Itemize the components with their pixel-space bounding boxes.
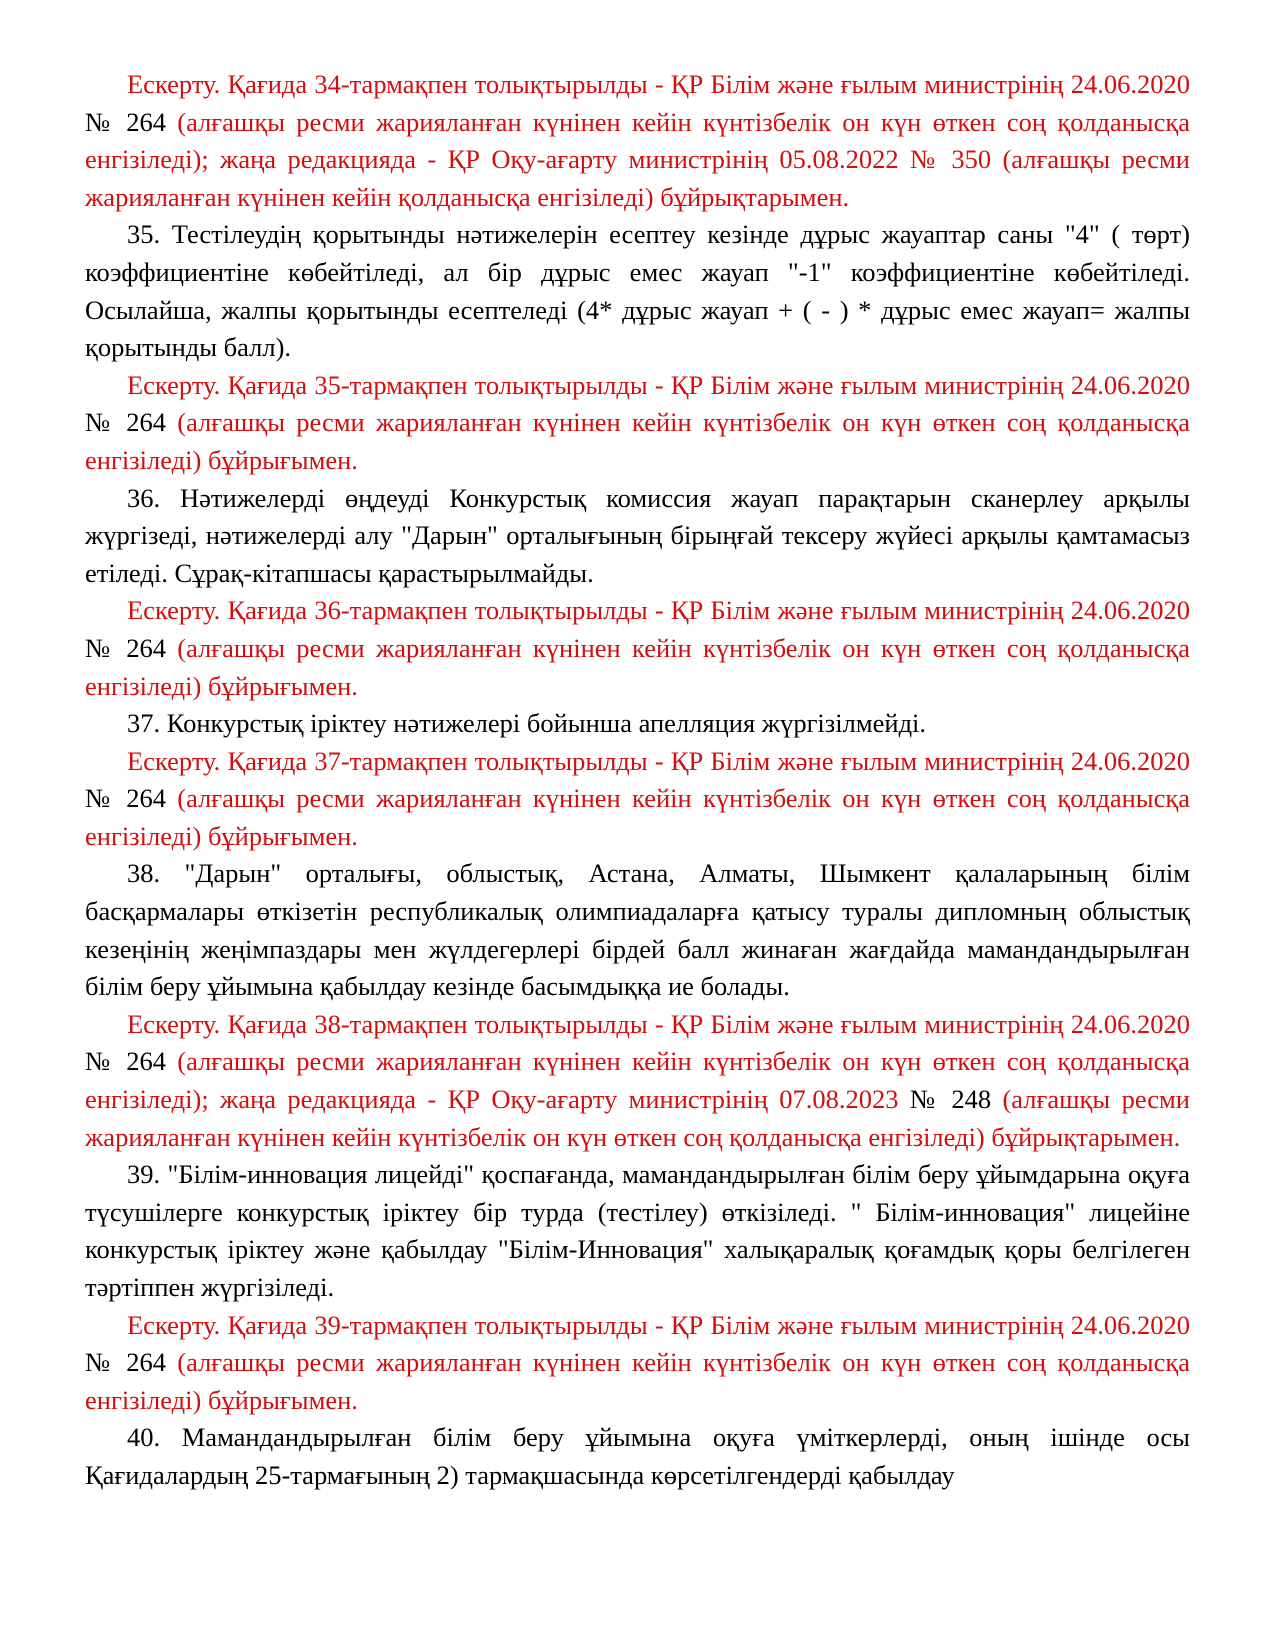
note-35 — [85, 367, 1190, 480]
clause-35 — [85, 216, 1190, 366]
note-36-run-0: Ескерту. Қағида 36-тармақпен толықтырылды - ҚР Білім және ғылым министрінің 24.06.2020 — [127, 595, 1190, 626]
note-37-run-0: Ескерту. Қағида 37-тармақпен толықтырылды - ҚР Білім және ғылым министрінің 24.06.2020 — [127, 745, 1190, 776]
document-body — [85, 66, 1190, 1495]
clause-39-run-0: 39. "Білім-инновация лицейді" қоспағанда, мамандандырылған білім беру ұйымдарына оқуға түсушілерге конкурстық іріктеу бір турда (тестілеу) өткізіледі. " Білім-инновация" лицейіне конкурстық іріктеу және қабылдау "Білім-Инновация" халықаралық қоғамдық қоры белгілеген тәртіппен жүргізіледі. — [85, 1159, 1190, 1302]
note-39-run-2: (алғашқы ресми жарияланған күнінен кейін күнтізбелік он күн өткен соң қолданысқа енгізіледі) бұйрығымен. — [85, 1347, 1190, 1415]
note-39 — [85, 1307, 1190, 1420]
note-39-run-0: Ескерту. Қағида 39-тармақпен толықтырылды - ҚР Білім және ғылым министрінің 24.06.2020 — [127, 1309, 1190, 1340]
note-37-run-1: № 264 — [85, 783, 166, 814]
note-38-run-2: (алғашқы ресми жарияланған күнінен кейін күнтізбелік он күн өткен соң қолданысқа енгізіледі); жаңа редакцияда - ҚР Оқу-ағарту министрінің 07.08.2023 — [85, 1046, 1190, 1115]
note-34-run-2: (алғашқы ресми жарияланған күнінен кейін күнтізбелік он күн өткен соң қолданысқа енгізіледі); жаңа редакцияда - ҚР Оқу-ағарту министрінің 05.08.2022 № 350 (алғашқы ресми жарияланған күнінен кейін қолданысқа енгізіледі) бұйрықтарымен. — [85, 106, 1190, 212]
clause-37-run-0: 37. Конкурстық іріктеу нәтижелері бойынша апелляция жүргізілмейді. — [127, 708, 927, 739]
clause-36-run-0: 36. Нәтижелерді өңдеуді Конкурстық комиссия жауап парақтарын сканерлеу арқылы жүргізеді, нәтижелерді алу "Дарын" орталығының бірыңғай тексеру жүйесі арқылы қамтамасыз етіледі. Сұрақ-кітапшасы қарастырылмайды. — [85, 482, 1190, 588]
note-34-run-0: Ескерту. Қағида 34-тармақпен толықтырылды - ҚР Білім және ғылым министрінің 24.06.2020 — [127, 69, 1190, 99]
clause-40 — [85, 1419, 1190, 1494]
note-38-run-1: № 264 — [85, 1046, 166, 1077]
note-35-run-1: № 264 — [85, 407, 166, 438]
clause-36 — [85, 480, 1190, 593]
note-38 — [85, 1006, 1190, 1156]
note-34 — [85, 66, 1190, 216]
note-37 — [85, 743, 1190, 856]
note-34-run-1: № 264 — [85, 106, 166, 137]
clause-38-run-0: 38. "Дарын" орталығы, облыстық, Астана, Алматы, Шымкент қалаларының білім басқармалары өткізетін республикалық олимпиадаларға қатысу туралы дипломның облыстық кезеңінің жеңімпаздары мен жүлдегерлері бірдей балл жинаған жағдайда мамандандырылған білім беру ұйымына қабылдау кезінде басымдыққа ие болады. — [85, 858, 1190, 1002]
note-36-run-1: № 264 — [85, 632, 166, 663]
clause-39 — [85, 1156, 1190, 1306]
note-35-run-0: Ескерту. Қағида 35-тармақпен толықтырылды - ҚР Білім және ғылым министрінің 24.06.2020 — [127, 369, 1190, 400]
note-38-run-3: № 248 — [909, 1084, 992, 1115]
note-36 — [85, 592, 1190, 705]
clause-40-run-0: 40. Мамандандырылған білім беру ұйымына оқуға үміткерлерді, оның ішінде осы Қағидалардың 25-тармағының 2) тармақшасында көрсетілгендерді қабылдау — [85, 1422, 1190, 1490]
note-38-run-0: Ескерту. Қағида 38-тармақпен толықтырылды - ҚР Білім және ғылым министрінің 24.06.2020 — [127, 1008, 1190, 1039]
clause-37 — [85, 705, 1190, 743]
note-37-run-2: (алғашқы ресми жарияланған күнінен кейін күнтізбелік он күн өткен соң қолданысқа енгізіледі) бұйрығымен. — [85, 783, 1190, 851]
note-35-run-2: (алғашқы ресми жарияланған күнінен кейін күнтізбелік он күн өткен соң қолданысқа енгізіледі) бұйрығымен. — [85, 407, 1190, 475]
clause-35-run-0: 35. Тестілеудің қорытынды нәтижелерін есептеу кезінде дұрыс жауаптар саны "4" ( төрт) коэффициентіне көбейтіледі, ал бір дұрыс емес жауап "-1" коэффициентіне көбейтіледі. Осылайша, жалпы қорытынды есептеледі (4* дұрыс жауап + ( - ) * дұрыс емес жауап= жалпы қорытынды балл). — [85, 219, 1190, 363]
clause-38 — [85, 855, 1190, 1005]
note-39-run-1: № 264 — [85, 1347, 166, 1378]
note-36-run-2: (алғашқы ресми жарияланған күнінен кейін күнтізбелік он күн өткен соң қолданысқа енгізіледі) бұйрығымен. — [85, 632, 1190, 701]
note-38-run-4: (алғашқы ресми жарияланған күнінен кейін күнтізбелік он күн өткен соң қолданысқа енгізіледі) бұйрықтарымен. — [85, 1084, 1190, 1152]
